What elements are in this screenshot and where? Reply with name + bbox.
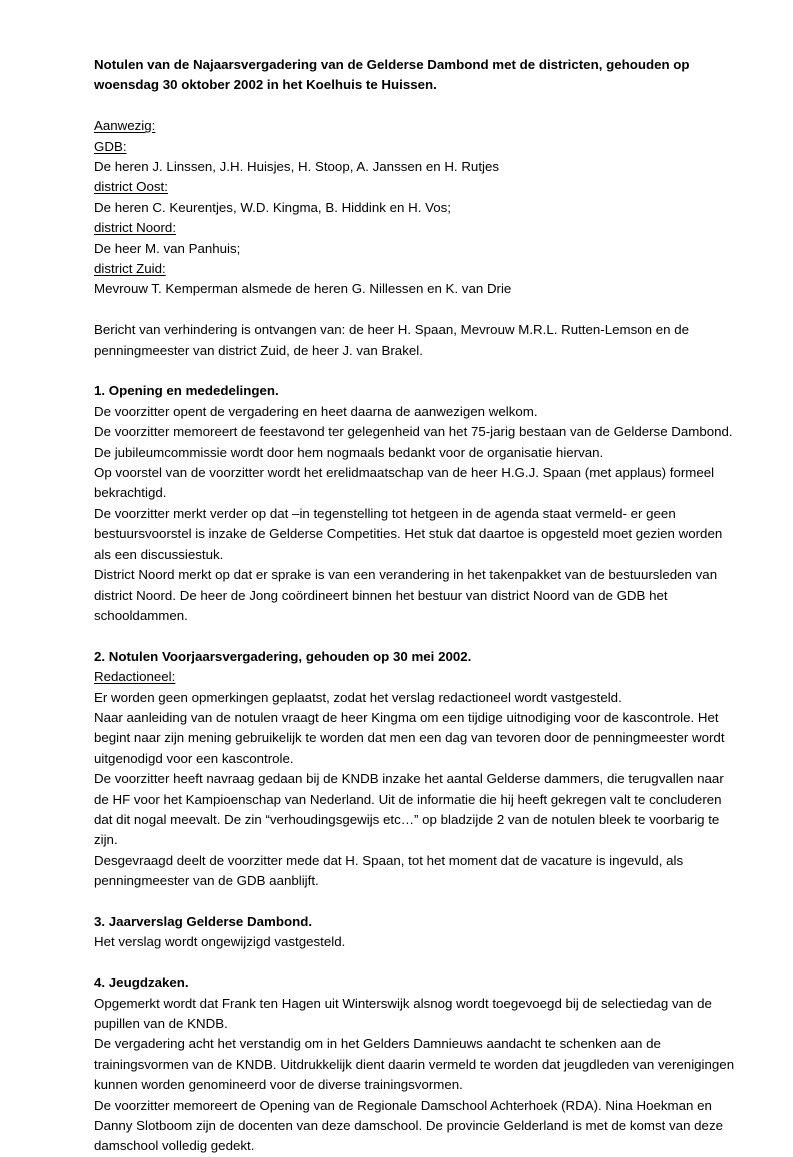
section-1-paragraph-5: District Noord merkt op dat er sprake is van een verandering in het takenpakket van de bestuursleden van district Noord. De heer de Jong coördineert binnen het bestuur van district Noord van de GDB het schooldammen. <box>94 567 718 623</box>
section-1-paragraph-2: De voorzitter memoreert de feestavond ter gelegenheid van het 75-jarig bestaan van de Gelderse Dambond. De jubileumcommissie wordt door hem nogmaals bedankt voor de organisatie hiervan. <box>94 424 733 460</box>
apologies-paragraph: Bericht van verhindering is ontvangen van: de heer H. Spaan, Mevrouw M.R.L. Rutten-Lemson en de penningmeester van district Zuid, de heer J. van Brakel. <box>94 322 689 358</box>
attendance-group-names-zuid: Mevrouw T. Kemperman alsmede de heren G. Nillessen en K. van Drie <box>94 281 512 297</box>
attendance-group-label-gdb: GDB: <box>94 138 127 154</box>
spacer-before-section-1 <box>94 361 735 381</box>
section-heading-3: 3. Jaarverslag Gelderse Dambond. <box>94 913 313 929</box>
attendance-label: Aanwezig: <box>94 118 156 134</box>
spacer-before-section-3 <box>94 892 735 912</box>
attendance-group-label-oost: district Oost: <box>94 179 168 195</box>
section-2-paragraph-2: Naar aanleiding van de notulen vraagt de heer Kingma om een tijdige uitnodiging voor de kascontrole. Het begint naar zijn mening gebruikelijk te worden dat men een dag van tevoren door de penningmeester wordt uitgenodigd voor een kascontrole. <box>94 709 725 766</box>
attendance-group-label-noord: district Noord: <box>94 220 177 236</box>
document-title-line-1: Notulen van de Najaarsvergadering van de Gelderse Dambond met de districten, gehouden op <box>94 57 690 72</box>
section-2-subheading: Redactioneel: <box>94 669 176 685</box>
section-1-paragraph-3: Op voorstel van de voorzitter wordt het erelidmaatschap van de heer H.G.J. Spaan (met applaus) formeel bekrachtigd. <box>94 465 715 501</box>
section-4-paragraph-2: De vergadering acht het verstandig om in het Gelders Damnieuws aandacht te schenken aan de trainingsvormen van de KNDB. Uitdrukkelijk dient daarin vermeld te worden dat jeugdleden van verenigingen kunnen worden genomineerd voor de diverse trainingsvormen. <box>94 1036 735 1093</box>
section-2-paragraph-4: Desgevraagd deelt de voorzitter mede dat H. Spaan, tot het moment dat de vacature is ingevuld, als penningmeester van de GDB aanblijft. <box>94 852 684 889</box>
section-heading-2: 2. Notulen Voorjaarsvergadering, gehouden op 30 mei 2002. <box>94 648 472 664</box>
section-heading-4: 4. Jeugdzaken. <box>94 975 189 991</box>
section-3-paragraph-1: Het verslag wordt ongewijzigd vastgesteld. <box>94 934 346 950</box>
section-4-paragraph-3: De voorzitter memoreert de Opening van de Regionale Damschool Achterhoek (RDA). Nina Hoekman en Danny Slotboom zijn de docenten van deze damschool. De provincie Gelderland is met de komst van deze damschool volledig gedekt. <box>94 1097 723 1154</box>
section-2-paragraph-1: Er worden geen opmerkingen geplaatst, zodat het verslag redactioneel wordt vastgesteld. <box>94 689 622 705</box>
section-4-paragraph-1: Opgemerkt wordt dat Frank ten Hagen uit Winterswijk alsnog wordt toegevoegd bij de selectiedag van de pupillen van de KNDB. <box>94 995 712 1031</box>
section-2-paragraph-3: De voorzitter heeft navraag gedaan bij de KNDB inzake het aantal Gelderse dammers, die terugvallen naar de HF voor het Kampioenschap van Nederland. Uit de informatie die hij heeft gekregen valt te concluderen dat dit nogal meevalt. De zin “verhoudingsgewijs etc…” op bladzijde 2 van de notulen bleek te voorbarig te zijn. <box>94 771 724 848</box>
attendance-group-label-zuid: district Zuid: <box>94 261 166 277</box>
section-1-paragraph-1: De voorzitter opent de vergadering en heet daarna de aanwezigen welkom. <box>94 403 538 419</box>
section-1-paragraph-4: De voorzitter merkt verder op dat –in tegenstelling tot hetgeen in de agenda staat vermeld- er geen bestuursvoorstel is inzake de Gelderse Competities. Het stuk dat daartoe is opgesteld moet gezien worden als een discussiestuk. <box>94 505 723 562</box>
spacer-before-apologies <box>94 300 735 320</box>
document-body <box>94 55 735 1157</box>
attendance-group-names-noord: De heer M. van Panhuis; <box>94 240 241 256</box>
spacer-after-title <box>94 96 735 116</box>
spacer-before-section-4 <box>94 953 735 973</box>
spacer-before-section-2 <box>94 626 735 646</box>
section-heading-1: 1. Opening en mededelingen. <box>94 383 279 399</box>
document-title-line-2: woensdag 30 oktober 2002 in het Koelhuis te Huissen. <box>94 77 437 93</box>
attendance-group-names-gdb: De heren J. Linssen, J.H. Huisjes, H. Stoop, A. Janssen en H. Rutjes <box>94 159 500 175</box>
attendance-group-names-oost: De heren C. Keurentjes, W.D. Kingma, B. Hiddink en H. Vos; <box>94 199 451 215</box>
